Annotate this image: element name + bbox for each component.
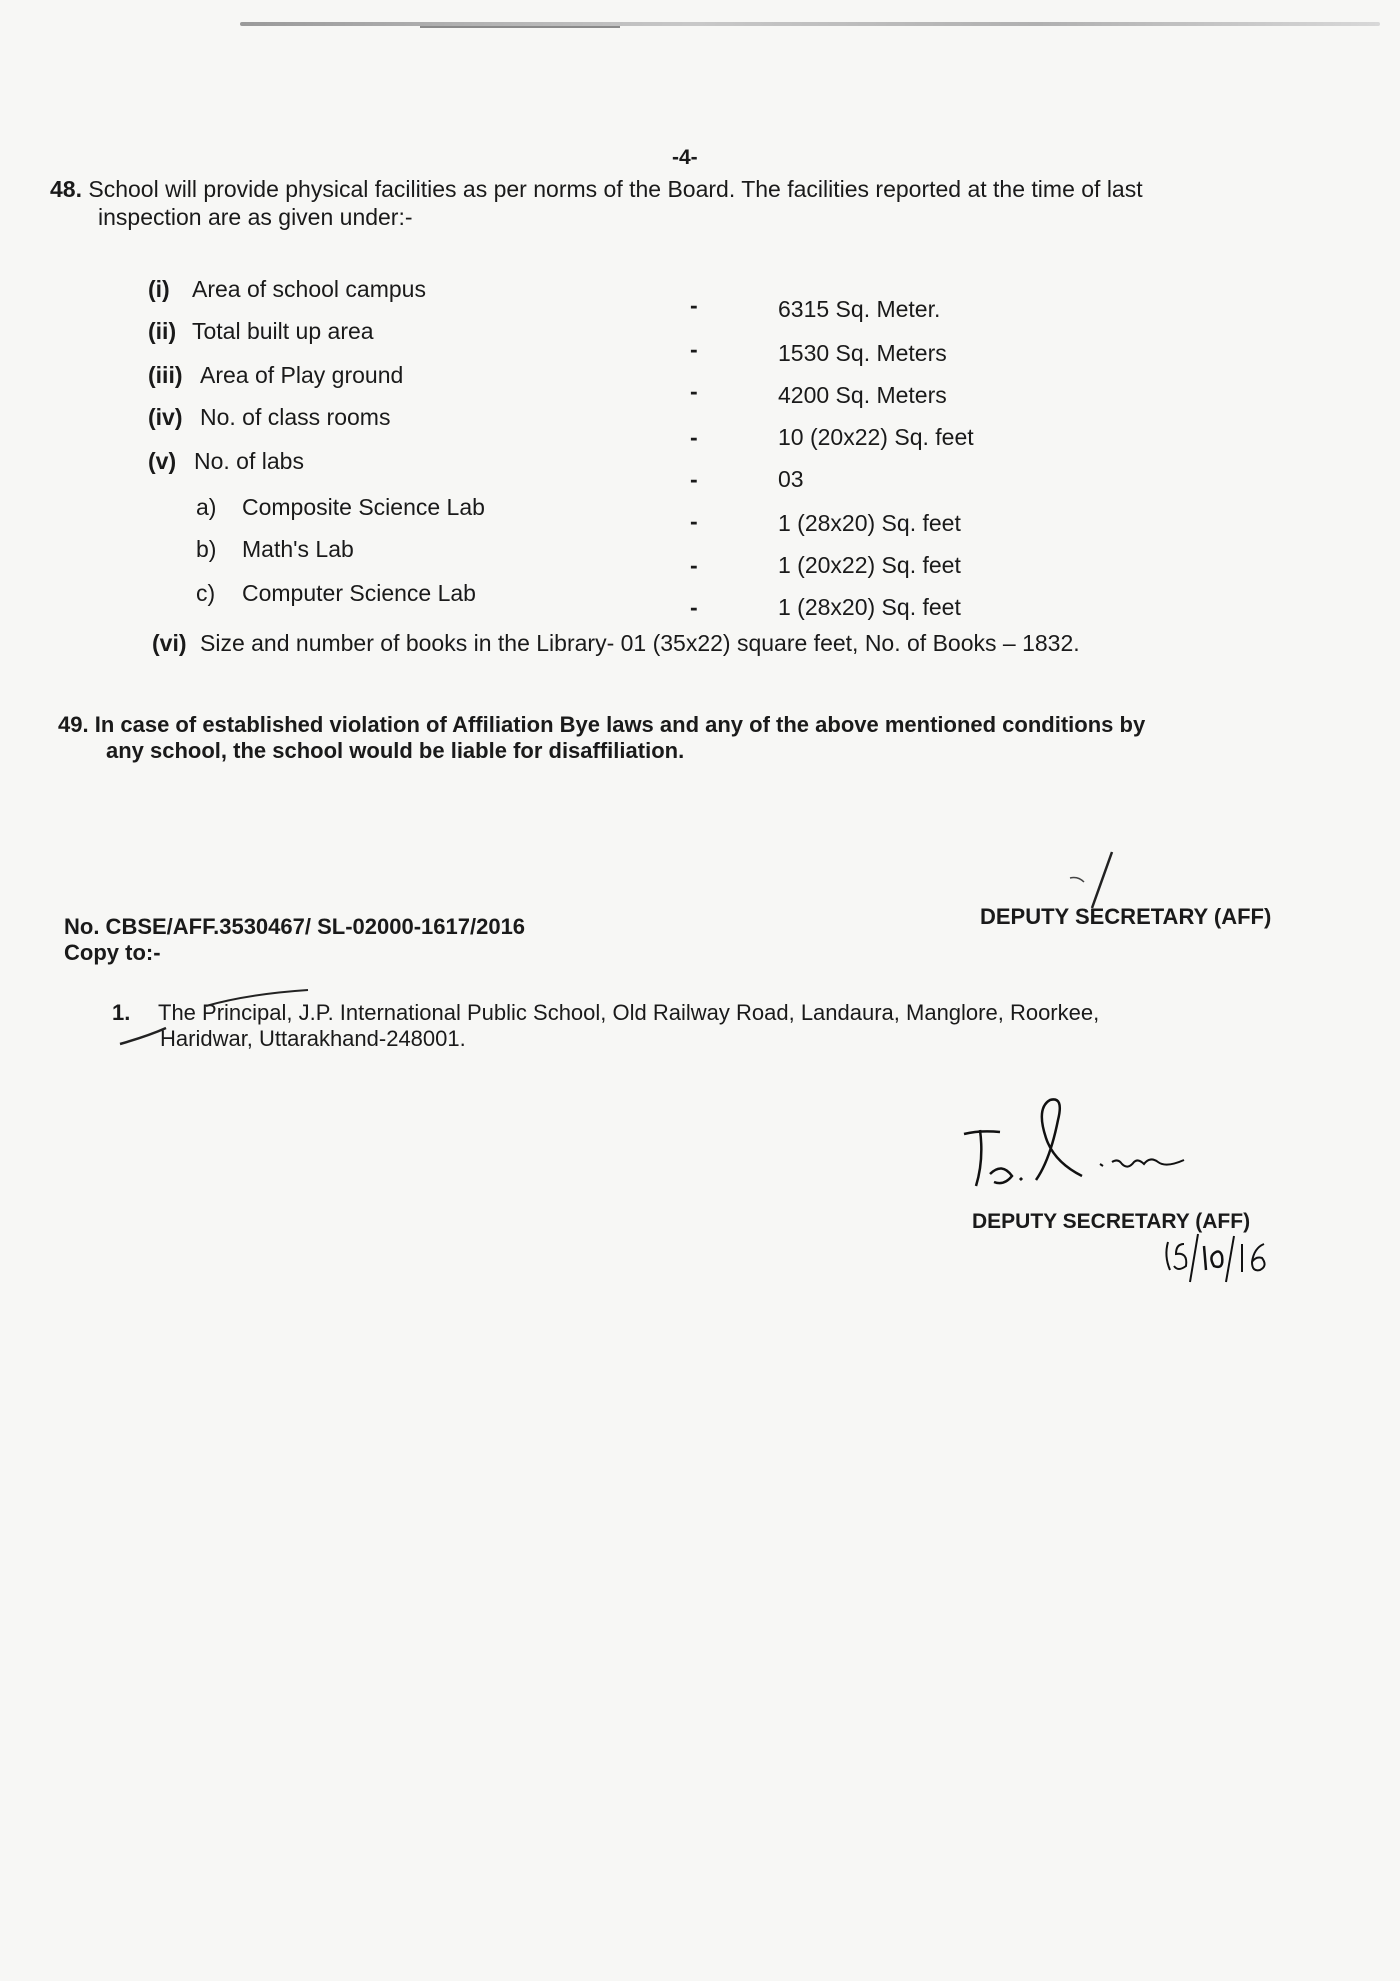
item-label: Area of school campus bbox=[192, 276, 426, 302]
recipient-address-line2: Haridwar, Uttarakhand-248001. bbox=[160, 1025, 466, 1051]
clause-49 bbox=[58, 712, 1328, 765]
item-value: 1530 Sq. Meters bbox=[778, 340, 947, 366]
copy-to-label: Copy to:- bbox=[64, 940, 161, 965]
facility-item bbox=[148, 276, 426, 303]
item-dash: - bbox=[690, 336, 698, 362]
facility-item bbox=[148, 404, 390, 431]
lab-marker: a) bbox=[196, 494, 217, 520]
facility-item bbox=[148, 362, 403, 389]
library-text: Size and number of books in the Library- 01 (35x22) square feet, No. of Books – 1832. bbox=[200, 630, 1080, 656]
clause-text-line2: any school, the school would be liable for disaffiliation. bbox=[106, 738, 685, 764]
facility-item bbox=[148, 318, 374, 345]
item-label: Area of Play ground bbox=[200, 362, 404, 388]
item-marker: (i) bbox=[148, 276, 170, 302]
item-marker: (ii) bbox=[148, 318, 177, 344]
item-value: 03 bbox=[778, 466, 804, 492]
item-value: 4200 Sq. Meters bbox=[778, 382, 947, 408]
lab-item bbox=[196, 536, 354, 563]
item-dash: - bbox=[690, 378, 698, 404]
item-label: No. of class rooms bbox=[200, 404, 391, 430]
item-label: No. of labs bbox=[194, 448, 304, 474]
lab-label: Composite Science Lab bbox=[242, 494, 485, 520]
lab-label: Computer Science Lab bbox=[242, 580, 476, 606]
clause-text-line2: inspection are as given under:- bbox=[98, 203, 413, 230]
clause-number: 49. bbox=[58, 712, 89, 737]
signatory-title: DEPUTY SECRETARY (AFF) bbox=[980, 904, 1272, 929]
clause-text-line1: In case of established violation of Affiliation Bye laws and any of the above mentioned conditions by bbox=[94, 712, 1146, 737]
lab-item bbox=[196, 494, 485, 521]
recipient-address-line1: The Principal, J.P. International Public School, Old Railway Road, Landaura, Manglore, Roorkee, bbox=[158, 1000, 1100, 1025]
lab-item bbox=[196, 580, 476, 607]
lab-dash: - bbox=[690, 508, 698, 534]
library-item bbox=[152, 630, 1080, 657]
item-dash: - bbox=[690, 424, 698, 450]
handwritten-date bbox=[1160, 1230, 1280, 1290]
lab-marker: c) bbox=[196, 580, 216, 606]
item-marker: (iii) bbox=[148, 362, 183, 388]
lab-value: 1 (20x22) Sq. feet bbox=[778, 552, 961, 578]
lab-value: 1 (28x20) Sq. feet bbox=[778, 594, 961, 620]
lab-marker: b) bbox=[196, 536, 217, 562]
clause-text-line1: School will provide physical facilities as per norms of the Board. The facilities reported at the time of last bbox=[88, 176, 1143, 202]
item-label: Total built up area bbox=[192, 318, 374, 344]
item-marker: (v) bbox=[148, 448, 177, 474]
item-dash: - bbox=[690, 466, 698, 492]
scan-top-edge-mark bbox=[420, 26, 620, 28]
signatory-title-signed: DEPUTY SECRETARY (AFF) bbox=[972, 1210, 1251, 1233]
item-marker: (iv) bbox=[148, 404, 183, 430]
lab-dash: - bbox=[690, 594, 698, 620]
library-marker: (vi) bbox=[152, 630, 187, 656]
clause-number: 48. bbox=[50, 176, 82, 202]
pen-strike-marks bbox=[118, 986, 378, 1056]
item-value: 6315 Sq. Meter. bbox=[778, 296, 941, 322]
scan-top-edge bbox=[240, 22, 1380, 26]
lab-dash: - bbox=[690, 552, 698, 578]
facility-item bbox=[148, 448, 304, 475]
clause-48 bbox=[50, 176, 1325, 231]
lab-label: Math's Lab bbox=[242, 536, 354, 562]
recipient-number: 1. bbox=[112, 1000, 131, 1025]
reference-number: No. CBSE/AFF.3530467/ SL-02000-1617/2016 bbox=[64, 914, 526, 939]
item-dash: - bbox=[690, 292, 698, 318]
page-number: -4- bbox=[672, 146, 698, 169]
item-value: 10 (20x22) Sq. feet bbox=[778, 424, 974, 450]
lab-value: 1 (28x20) Sq. feet bbox=[778, 510, 961, 536]
